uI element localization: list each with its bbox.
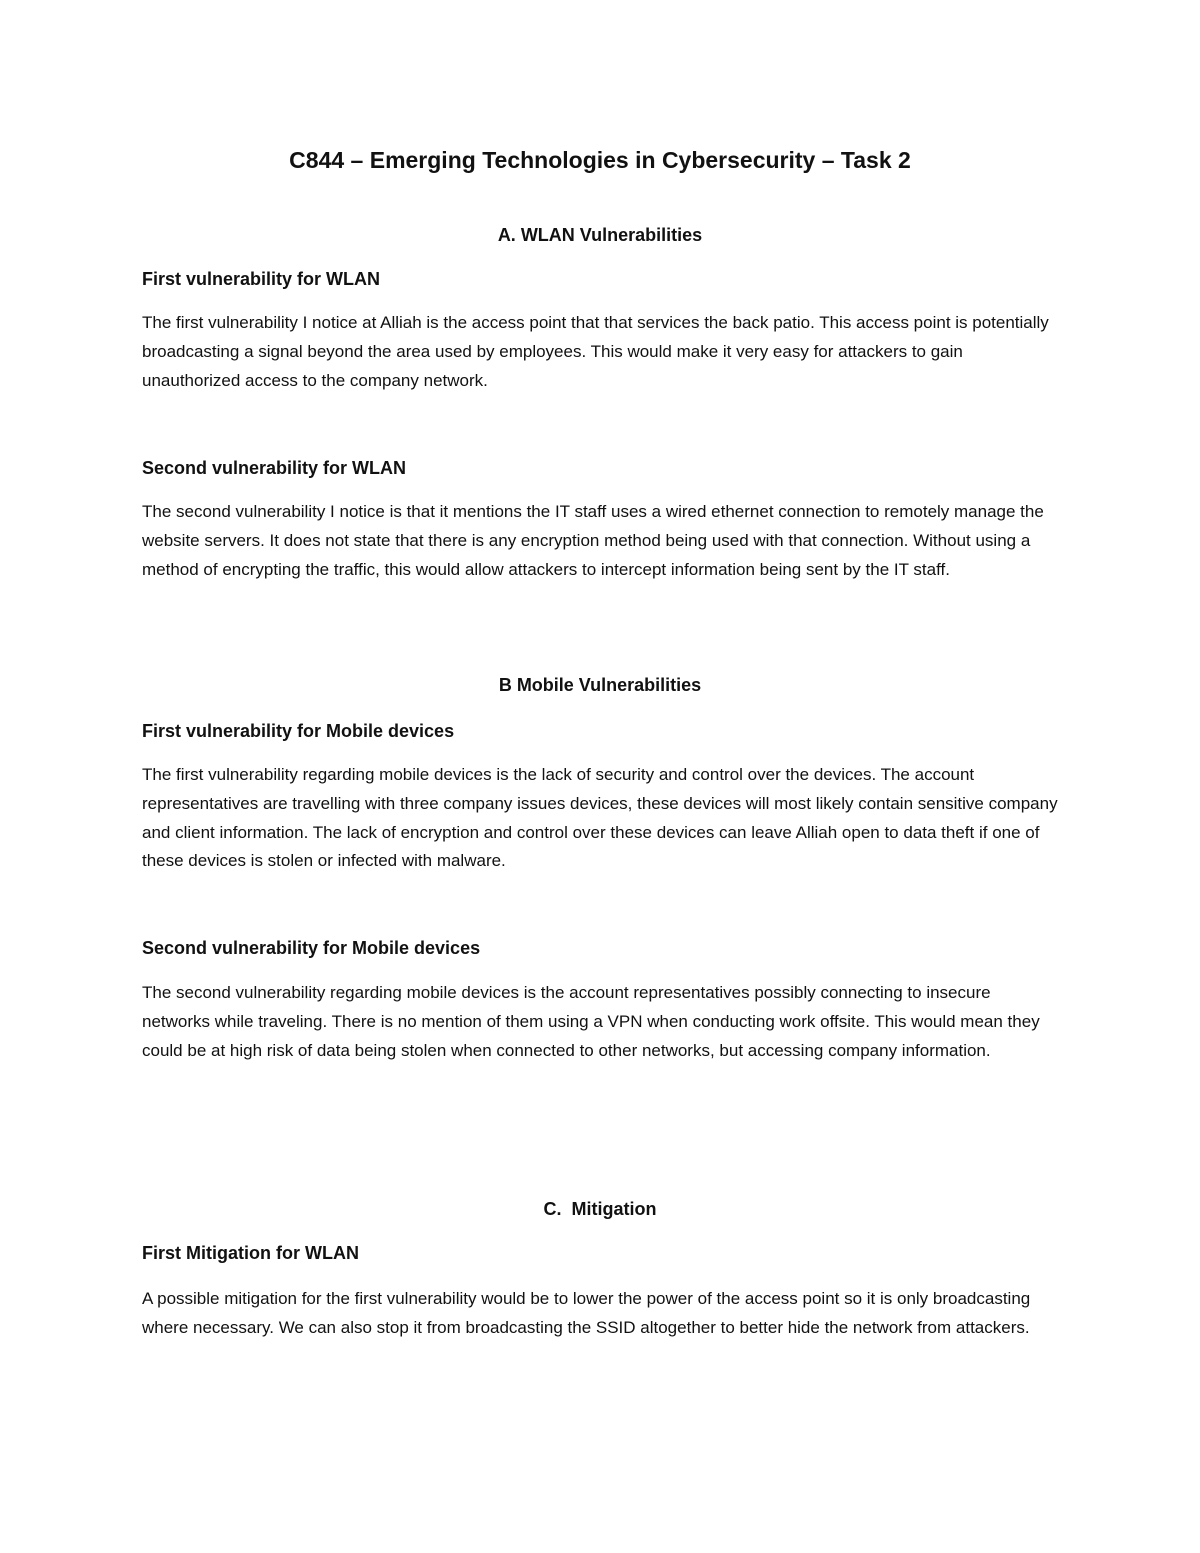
wlan-second-vulnerability-text: The second vulnerability I notice is that it mentions the IT staff uses a wired ethernet connection to remotely manage the website servers. It does not state that there is any encryption method being used with that connection. Without using a method of encrypting the traffic, this would allow attackers to intercept information being sent by the IT staff. [142, 502, 1044, 579]
mobile-second-vulnerability-text: The second vulnerability regarding mobile devices is the account representatives possibly connecting to insecure networks while traveling. There is no mention of them using a VPN when conducting work offsite. This would mean they could be at high risk of data being stolen when connected to other networks, but accessing company information. [142, 983, 1040, 1060]
section-c-heading: C. Mitigation [543, 1199, 657, 1219]
wlan-first-vulnerability-text: The first vulnerability I notice at Alliah is the access point that that services the back patio. This access point is potentially broadcasting a signal beyond the area used by employees. This would make it very easy for attackers to gain unauthorized access to the company network. [142, 313, 1049, 390]
document-title: C844 – Emerging Technologies in Cybersecurity – Task 2 [289, 147, 911, 173]
mobile-second-vulnerability-heading: Second vulnerability for Mobile devices [142, 938, 481, 958]
section-b-heading: B Mobile Vulnerabilities [498, 675, 702, 695]
wlan-first-vulnerability-heading: First vulnerability for WLAN [142, 269, 381, 289]
mobile-first-vulnerability-heading: First vulnerability for Mobile devices [142, 721, 455, 741]
wlan-first-mitigation-heading: First Mitigation for WLAN [142, 1243, 359, 1263]
wlan-second-vulnerability-heading: Second vulnerability for WLAN [142, 458, 407, 478]
section-a-heading: A. WLAN Vulnerabilities [497, 225, 703, 245]
mobile-first-vulnerability-text: The first vulnerability regarding mobile devices is the lack of security and control over the devices. The account representatives are travelling with three company issues devices, these devices will most likely contain sensitive company and client information. The lack of encryption and control over these devices can leave Alliah open to data theft if one of these devices is stolen or infected with malware. [142, 765, 1058, 871]
wlan-first-mitigation-text: A possible mitigation for the first vulnerability would be to lower the power of the access point so it is only broadcasting where necessary. We can also stop it from broadcasting the SSID altogether to better hide the network from attackers. [142, 1289, 1031, 1337]
